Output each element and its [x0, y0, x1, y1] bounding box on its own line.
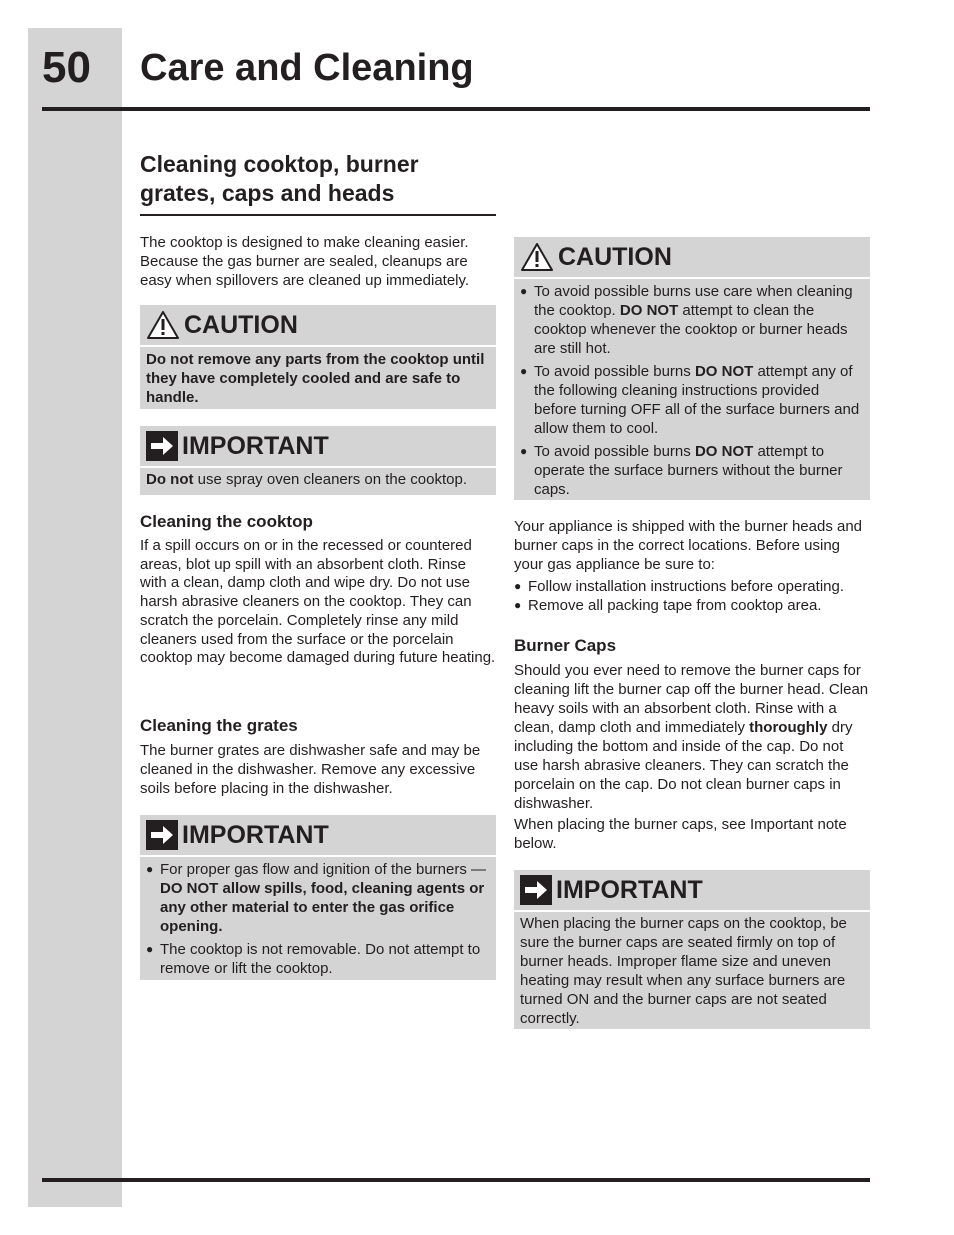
list-item: ● For proper gas flow and ignition of the burners — DO NOT allow spills, food, cleaning agents or any other material to enter the gas orifice opening.: [146, 861, 487, 935]
cleaning-grates-text: The burner grates are dishwasher safe and may be cleaned in the dishwasher. Remove any excessive soils before placing in the dishwasher.: [140, 742, 481, 797]
list-item: ● Follow installation instructions before operating.: [514, 578, 845, 595]
warning-icon: [146, 310, 180, 340]
caution-title: CAUTION: [184, 310, 298, 339]
shipped-paragraph: Your appliance is shipped with the burner heads and burner caps in the correct locations. Before using your gas appliance be sure to:: [514, 518, 863, 573]
important-box-right: [514, 870, 870, 1029]
important-header: [140, 426, 496, 468]
caution-header: [514, 237, 870, 279]
caution-text: Do not remove any parts from the cooktop until they have completely cooled and are safe to handle.: [146, 351, 485, 406]
intro-paragraph: The cooktop is designed to make cleaning easier. Because the gas burner are sealed, cleanups are easy when spillovers are cleaned up immediately.: [140, 234, 470, 289]
caution-box-right: [514, 237, 870, 500]
important-text: When placing the burner caps on the cooktop, be sure the burner caps are seated firmly on top of burner heads. Improper flame size and uneven heating may result when any surface burners are turned ON and the burner caps are not seated correctly.: [520, 915, 847, 1027]
list-item: ● To avoid possible burns DO NOT attempt any of the following cleaning instructions provided before turning OFF all of the surface burners and allow them to cool.: [520, 363, 860, 437]
important-title: IMPORTANT: [182, 431, 329, 460]
important-list: [140, 857, 496, 982]
caution-header: [140, 305, 496, 347]
important-box-left-1: [140, 426, 496, 495]
caution-box-left: [140, 305, 496, 409]
cleaning-cooktop-heading: Cleaning the cooktop: [140, 512, 313, 531]
important-header: [514, 870, 870, 912]
caution-list: [514, 279, 870, 503]
arrow-icon: [146, 431, 178, 461]
list-item: ● The cooktop is not removable. Do not attempt to remove or lift the cooktop.: [146, 941, 481, 977]
important-text-rest: use spray oven cleaners on the cooktop.: [193, 471, 467, 488]
page-number: 50: [42, 43, 91, 92]
list-item: ● Remove all packing tape from cooktop area.: [514, 597, 822, 614]
burner-caps-text: Should you ever need to remove the burner caps for cleaning lift the burner cap off the burner head. Clean heavy soils with an absorbent cloth. Rinse with a clean, damp cloth and immediately thoroughly dry including the bottom and inside of the cap. Do not use harsh abrasive cleaners. They can scratch the porcelain on the cap. Do not clean burner caps in dishwasher.: [514, 662, 869, 812]
burner-caps-note: When placing the burner caps, see Important note below.: [514, 816, 847, 852]
important-header: [140, 815, 496, 857]
important-text: [140, 468, 496, 493]
caution-title: CAUTION: [558, 242, 672, 271]
before-use-list: [514, 577, 870, 615]
bottom-rule: [42, 1178, 870, 1182]
important-title: IMPORTANT: [556, 875, 703, 904]
burner-caps-heading: Burner Caps: [514, 636, 617, 655]
warning-icon: [520, 242, 554, 272]
cleaning-grates-heading: Cleaning the grates: [140, 716, 298, 735]
list-item: ● To avoid possible burns use care when cleaning the cooktop. DO NOT attempt to clean the cooktop whenever the cooktop or burner heads are still hot.: [520, 283, 853, 357]
side-strip: [28, 28, 122, 1207]
section-heading: Cleaning cooktop, burner grates, caps and heads: [140, 150, 496, 216]
list-item: ● To avoid possible burns DO NOT attempt to operate the surface burners without the burner caps.: [520, 443, 843, 498]
page-title: Care and Cleaning: [140, 47, 474, 89]
arrow-icon: [146, 820, 178, 850]
important-box-left-2: [140, 815, 496, 980]
top-rule: [42, 107, 870, 111]
cleaning-cooktop-text: If a spill occurs on or in the recessed or countered areas, blot up spill with an absorbent cloth. Rinse with a clean, damp cloth and wipe dry. Do not use harsh abrasive cleaners on the cooktop. They can scratch the porcelain. Completely rinse any mild cleaners used from the surface or the porcelain cooktop may become damaged during future heating.: [140, 537, 496, 667]
important-title: IMPORTANT: [182, 820, 329, 849]
important-text-bold: Do not: [146, 471, 194, 488]
arrow-icon: [520, 875, 552, 905]
